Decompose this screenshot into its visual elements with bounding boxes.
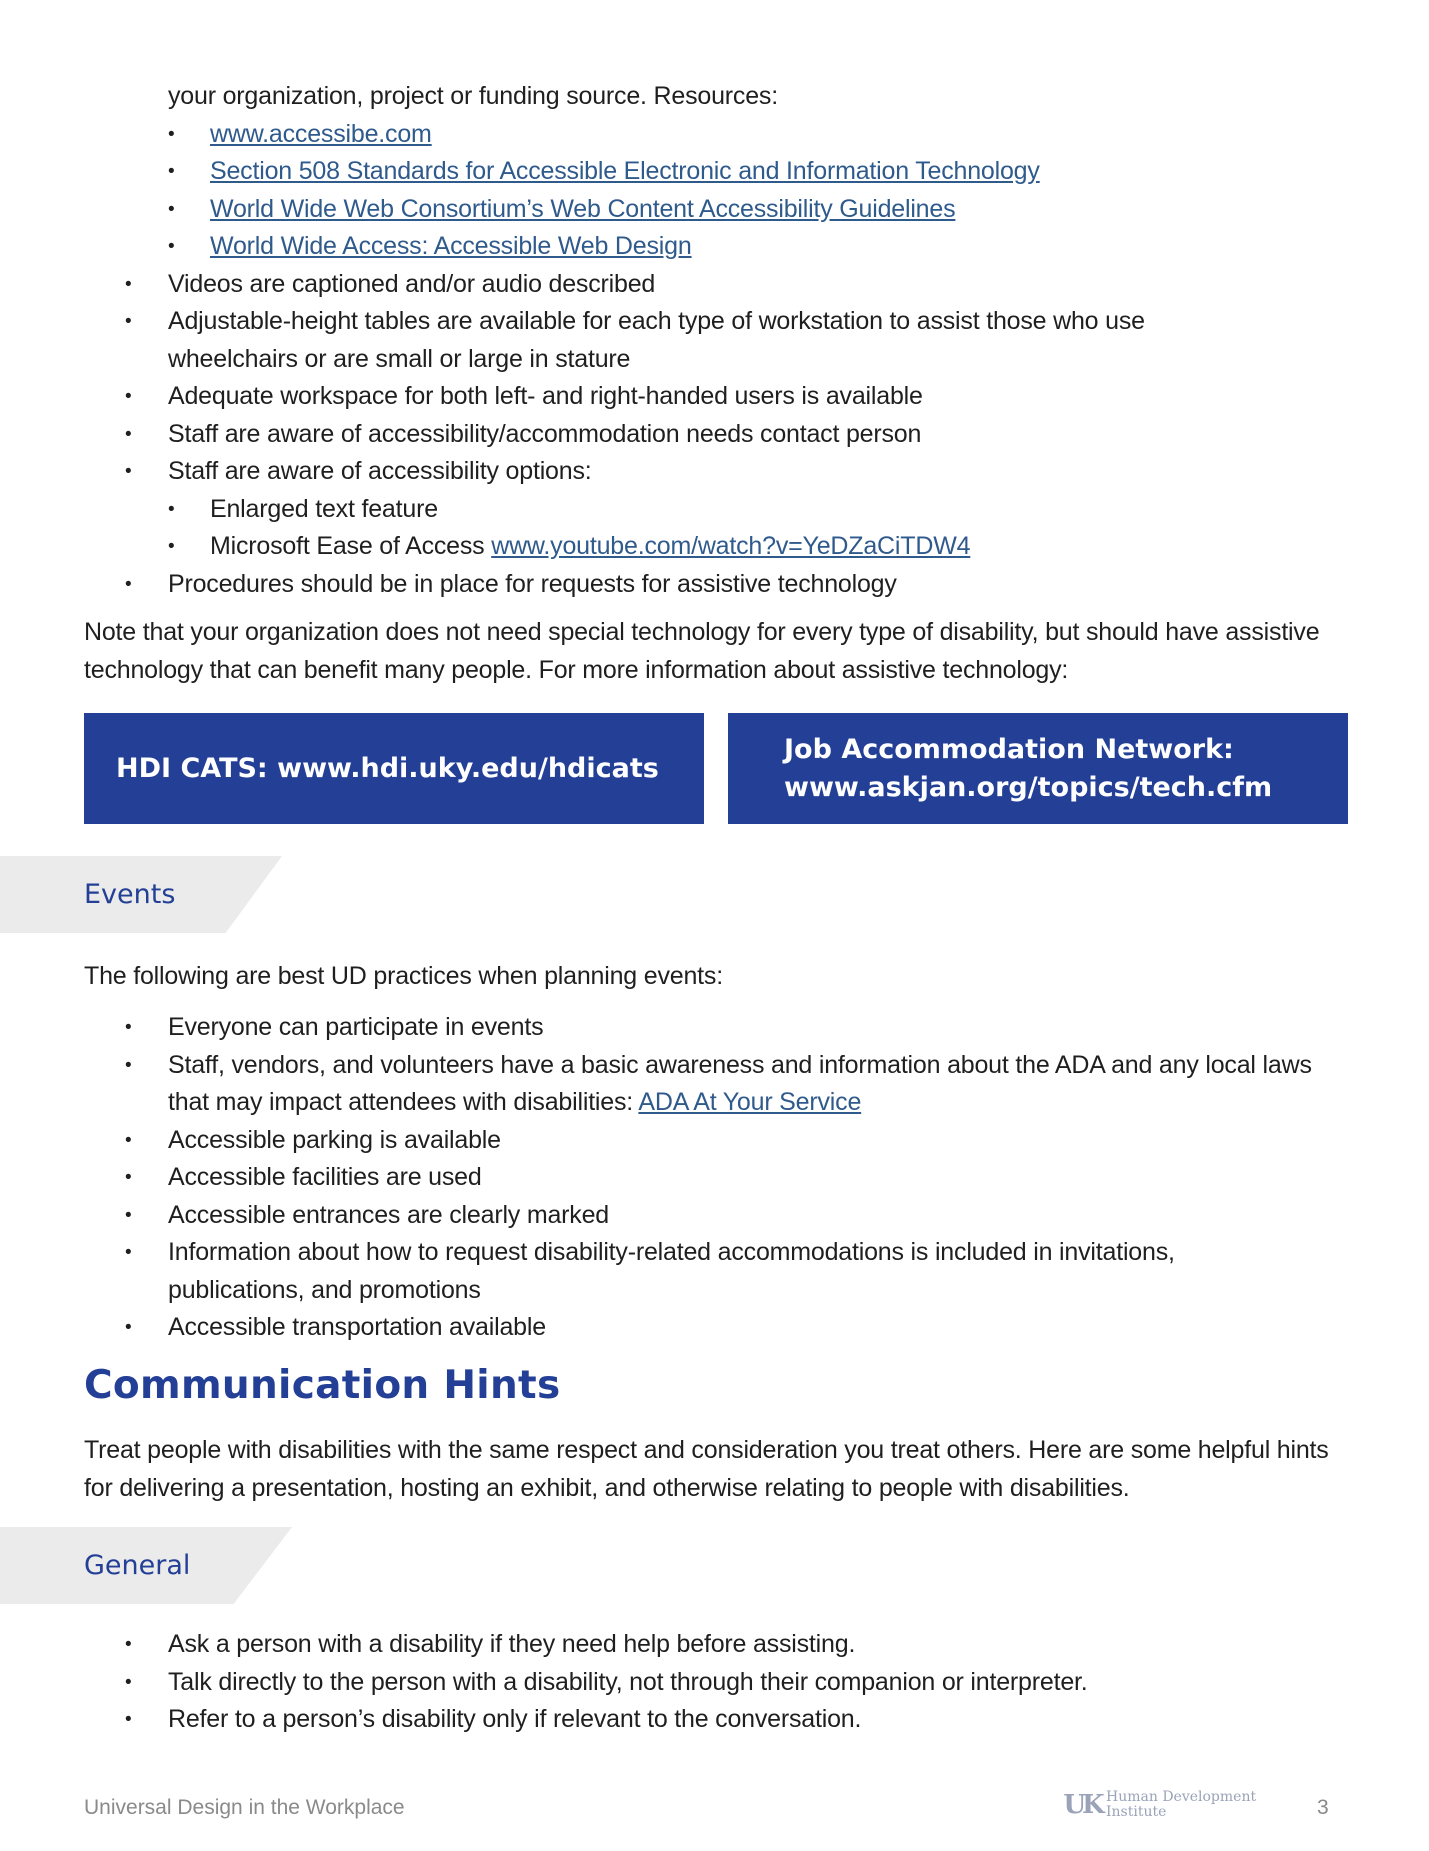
list-item bbox=[84, 116, 1354, 154]
footer-document-title: Universal Design in the Workplace bbox=[84, 1796, 405, 1819]
link-ada-at-your-service[interactable]: ADA At Your Service bbox=[638, 1088, 862, 1116]
events-heading: Events bbox=[84, 879, 176, 910]
list-item: • Accessible parking is available bbox=[84, 1122, 1354, 1160]
job-accommodation-network-box[interactable] bbox=[728, 713, 1348, 824]
communication-paragraph: Treat people with disabilities with the same respect and consideration you treat others. Here are some helpful hints for delivering a presentation, hosting an exhibit, and otherwise relating to people with disabilities. bbox=[84, 1436, 1329, 1502]
list-item: • Enlarged text feature bbox=[84, 491, 1354, 529]
events-list bbox=[84, 1009, 1354, 1347]
list-item: • Videos are captioned and/or audio described bbox=[84, 266, 1354, 304]
list-item: • Staff are aware of accessibility options: bbox=[84, 453, 1354, 491]
jan-url: www.askjan.org/topics/tech.cfm bbox=[784, 771, 1273, 803]
list-item: • Accessible facilities are used bbox=[84, 1159, 1354, 1197]
list-item bbox=[84, 228, 1354, 266]
list-item: • Talk directly to the person with a disability, not through their companion or interpreter. bbox=[84, 1664, 1354, 1702]
page-number: 3 bbox=[1317, 1796, 1329, 1819]
checklist-items bbox=[84, 266, 1354, 491]
logo-line-1: Human Development bbox=[1106, 1789, 1257, 1805]
options-list bbox=[84, 491, 1354, 566]
general-list bbox=[84, 1626, 1354, 1739]
list-item: • Accessible transportation available bbox=[84, 1309, 1354, 1347]
link-world-wide-access[interactable]: World Wide Access: Accessible Web Design bbox=[210, 232, 692, 260]
list-item: • Refer to a person’s disability only if relevant to the conversation. bbox=[84, 1701, 1354, 1739]
list-item: • Ask a person with a disability if they need help before assisting. bbox=[84, 1626, 1354, 1664]
list-item: • Information about how to request disability-related accommodations is included in invitations, publications, and promotions bbox=[84, 1234, 1354, 1309]
link-wcag[interactable]: World Wide Web Consortium’s Web Content Accessibility Guidelines bbox=[210, 194, 956, 223]
jan-title: Job Accommodation Network: bbox=[784, 733, 1234, 765]
events-intro: The following are best UD practices when planning events: bbox=[84, 962, 723, 990]
hdi-cats-text: HDI CATS: www.hdi.uky.edu/hdicats bbox=[116, 752, 659, 784]
link-section-508[interactable]: Section 508 Standards for Accessible Electronic and Information Technology bbox=[210, 157, 1040, 185]
list-item bbox=[84, 191, 1354, 229]
list-item: • Procedures should be in place for requests for assistive technology bbox=[84, 566, 1354, 604]
note-paragraph: Note that your organization does not need special technology for every type of disability, but should have assistive technology that can benefit many people. For more information about assistive technology: bbox=[84, 618, 1320, 684]
general-heading: General bbox=[84, 1550, 191, 1581]
lead-text: your organization, project or funding source. Resources: bbox=[168, 82, 778, 110]
list-item: • Accessible entrances are clearly marked bbox=[84, 1197, 1354, 1235]
list-item bbox=[84, 153, 1354, 191]
accessibility-checklist bbox=[84, 78, 1354, 603]
communication-hints-heading: Communication Hints bbox=[84, 1363, 561, 1408]
hdi-cats-box[interactable] bbox=[84, 713, 704, 824]
link-accessibe[interactable]: www.accessibe.com bbox=[210, 119, 432, 148]
link-ease-of-access-video[interactable]: www.youtube.com/watch?v=YeDZaCiTDW4 bbox=[491, 532, 971, 560]
resource-list bbox=[84, 116, 1354, 266]
list-item: • Adequate workspace for both left- and right-handed users is available bbox=[84, 378, 1354, 416]
list-item: • Adjustable-height tables are available for each type of workstation to assist those who use wheelchairs or are small or large in stature bbox=[84, 303, 1354, 378]
list-item: • Staff are aware of accessibility/accommodation needs contact person bbox=[84, 416, 1354, 454]
logo-line-2: Institute bbox=[1106, 1804, 1167, 1820]
checklist-items-end bbox=[84, 566, 1354, 604]
uk-logo-icon: UK bbox=[1063, 1790, 1101, 1820]
list-item: • Everyone can participate in events bbox=[84, 1009, 1354, 1047]
list-item: • Microsoft Ease of Access www.youtube.com/watch?v=YeDZaCiTDW4 bbox=[84, 528, 1354, 566]
list-item: • Staff, vendors, and volunteers have a basic awareness and information about the ADA and any local laws that may impact attendees with disabilities: ADA At Your Service bbox=[84, 1047, 1354, 1122]
hdi-logo bbox=[1064, 1790, 1256, 1820]
